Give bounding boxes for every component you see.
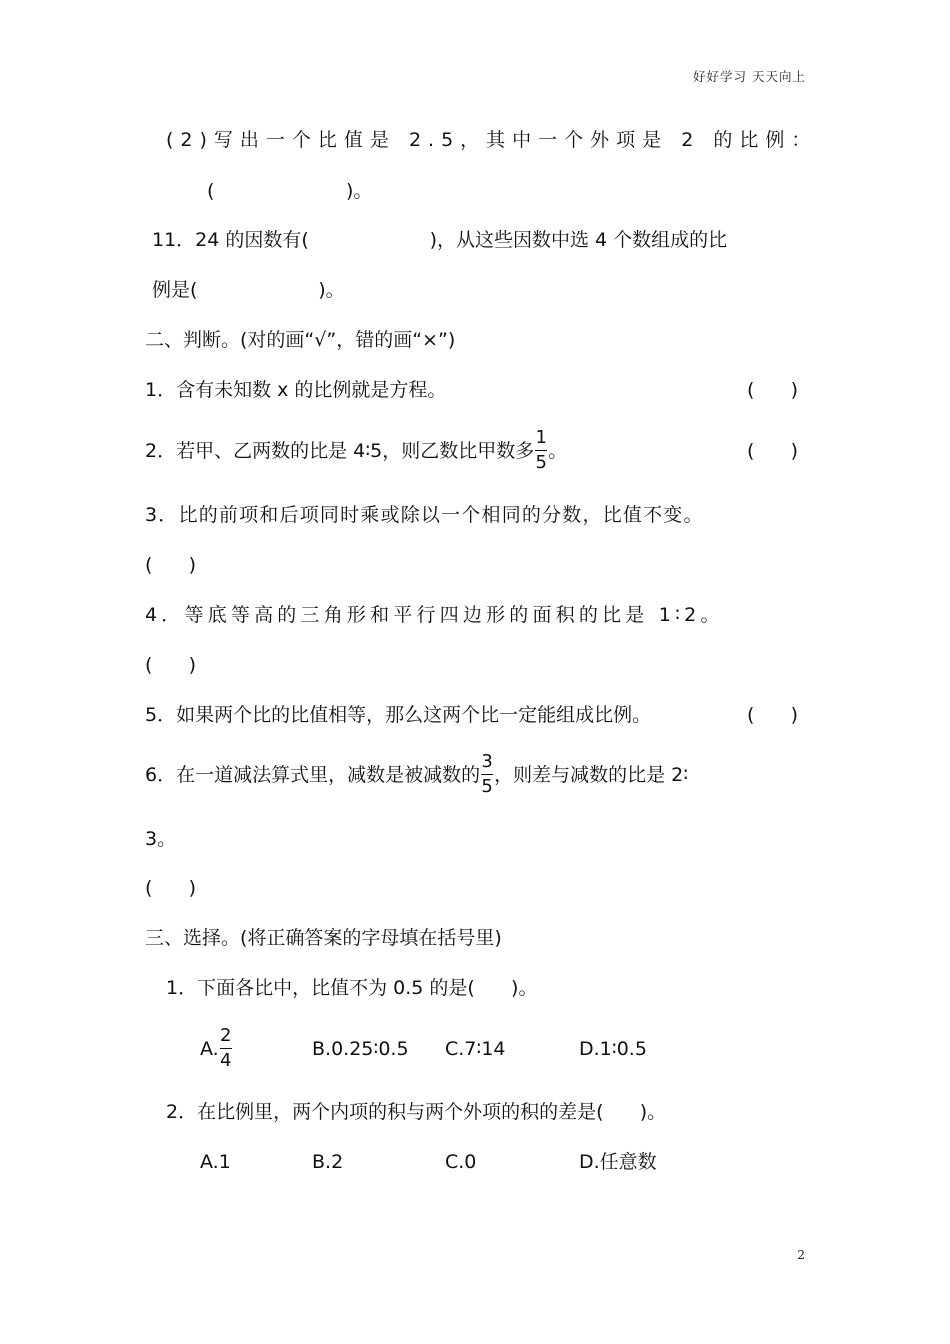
choice-1-option-b: B.0.25∶0.5	[312, 1038, 409, 1060]
question-10-2-text: (2)写出一个比值是 2.5，其中一个外项是 2 的比例：	[166, 129, 818, 151]
section-3-title: 三、选择。(将正确答案的字母填在括号里)	[145, 927, 502, 949]
choice-2-option-a: A.1	[200, 1151, 231, 1173]
fraction-bar	[535, 450, 547, 451]
fraction-numerator: 3	[481, 751, 493, 772]
choice-1-option-a	[200, 1026, 233, 1072]
judge-item-6-text	[145, 752, 688, 798]
fraction-bar	[481, 774, 493, 775]
judge-item-5-bracket: ( )	[747, 704, 799, 726]
choice-2-option-b: B.2	[312, 1151, 344, 1173]
fraction-numerator: 2	[219, 1025, 232, 1046]
choice-item-1-text: 1．下面各比中，比值不为 0.5 的是( )。	[166, 977, 538, 999]
choice-1-option-c: C.7∶14	[445, 1038, 506, 1060]
fraction-denominator: 5	[481, 776, 493, 797]
judge-item-3-text: 3．比的前项和后项同时乘或除以一个相同的分数，比值不变。	[145, 504, 704, 526]
judge-item-4-bracket: ( )	[145, 654, 197, 676]
question-10-2-blank-open: (	[207, 180, 215, 202]
judge-item-4-text: 4．等底等高的三角形和平行四边形的面积的比是 1∶2。	[145, 604, 724, 626]
fraction-numerator: 1	[535, 427, 547, 448]
page-number: 2	[797, 1248, 805, 1262]
judge-item-2-text	[145, 428, 567, 474]
judge-item-1-text: 1．含有未知数 x 的比例就是方程。	[145, 379, 447, 401]
judge-item-1-bracket: ( )	[747, 379, 799, 401]
question-11-line2: 例是( )。	[152, 279, 345, 301]
choice-2-option-d: D.任意数	[579, 1151, 657, 1173]
choice-2-option-c: C.0	[445, 1151, 477, 1173]
judge-item-3-bracket: ( )	[145, 554, 197, 576]
fraction-bar	[220, 1048, 232, 1049]
fraction-denominator: 4	[219, 1050, 232, 1071]
judge-item-6-text-before: 6．在一道减法算式里，减数是被减数的	[145, 763, 481, 786]
choice-1-option-d: D.1∶0.5	[579, 1038, 647, 1060]
fraction	[480, 752, 494, 798]
fraction	[219, 1026, 233, 1072]
page-header: 好好学习 天天向上	[693, 69, 806, 84]
judge-item-6-line2: 3。	[145, 828, 177, 850]
choice-item-2-text: 2．在比例里，两个内项的积与两个外项的积的差是( )。	[166, 1101, 667, 1123]
fraction	[534, 428, 548, 474]
judge-item-2-bracket: ( )	[747, 440, 799, 462]
judge-item-2-text-after: 。	[548, 439, 568, 462]
judge-item-6-text-after: ，则差与减数的比是 2∶	[494, 763, 689, 786]
judge-item-5-text: 5．如果两个比的比值相等，那么这两个比一定能组成比例。	[145, 704, 652, 726]
judge-item-6-bracket: ( )	[145, 877, 197, 899]
section-2-title: 二、判断。(对的画“√”，错的画“×”)	[145, 329, 456, 351]
fraction-denominator: 5	[535, 452, 547, 473]
judge-item-2-text-before: 2．若甲、乙两数的比是 4∶5，则乙数比甲数多	[145, 439, 535, 462]
question-11-line1: 11．24 的因数有( )，从这些因数中选 4 个数组成的比	[152, 229, 728, 251]
question-10-2-blank-close: )。	[346, 180, 373, 202]
option-a-prefix: A.	[200, 1037, 219, 1060]
